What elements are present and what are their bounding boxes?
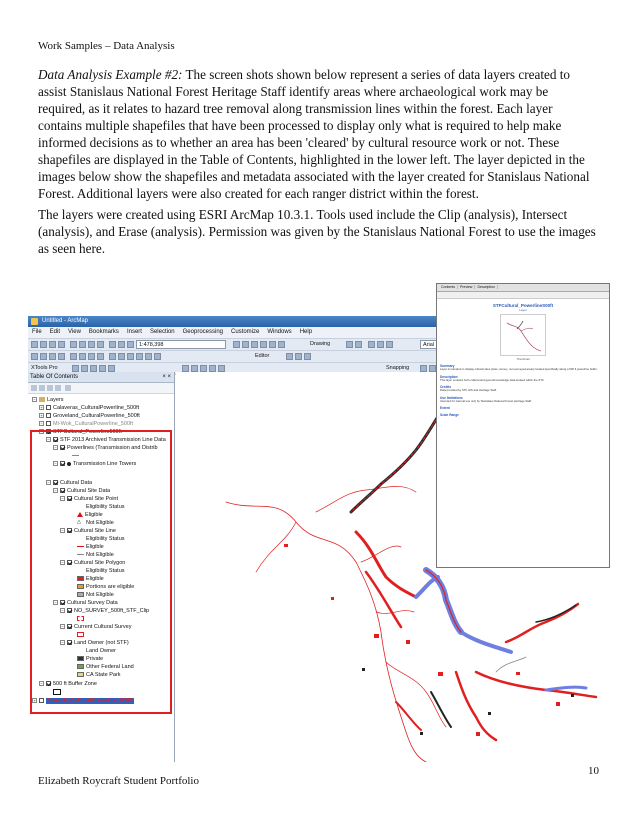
tab-description[interactable]: Description: [475, 285, 498, 289]
select-arrow-icon[interactable]: [182, 365, 189, 372]
toc-toolbar: [28, 383, 174, 394]
search-icon[interactable]: [260, 341, 267, 348]
fill-color-icon[interactable]: [386, 341, 393, 348]
xtools-icon-7[interactable]: [200, 365, 207, 372]
toc-label: Not Eligible: [86, 592, 114, 598]
menu-windows[interactable]: Windows: [267, 329, 292, 335]
xtools-icon-5[interactable]: [108, 365, 115, 372]
delete-icon[interactable]: [97, 341, 104, 348]
straight-segment-icon[interactable]: [304, 353, 311, 360]
edit-annotation-icon[interactable]: [295, 353, 302, 360]
select-elements-icon-2[interactable]: [127, 353, 134, 360]
expand-icon[interactable]: +: [40, 421, 43, 427]
table-of-contents: [28, 372, 175, 762]
toc-window-icon[interactable]: [242, 341, 249, 348]
measure-icon[interactable]: [154, 353, 161, 360]
collapse-icon[interactable]: −: [54, 600, 57, 606]
list-by-selection-icon[interactable]: [55, 385, 61, 391]
zoom-in-icon[interactable]: [31, 353, 38, 360]
checkbox[interactable]: [46, 421, 51, 426]
collapse-icon[interactable]: −: [54, 488, 57, 494]
highlight-box: [30, 430, 172, 714]
xtools-menu[interactable]: XTools Pro: [31, 365, 58, 371]
toc-label: Cultural Survey Data: [67, 600, 118, 606]
collapse-icon[interactable]: −: [61, 640, 64, 646]
menu-selection[interactable]: Selection: [149, 329, 175, 335]
description-text: This layer contains both cultural and general knowledge data located within the STF.: [440, 377, 545, 382]
site-marker: [284, 544, 288, 547]
open-icon[interactable]: [40, 341, 47, 348]
paragraph-intro: [38, 66, 598, 202]
page-number: 10: [588, 765, 599, 777]
collapse-icon[interactable]: −: [47, 437, 50, 443]
metadata-title: STFCultural_PowerlineS00ft: [492, 303, 554, 308]
toc-label: CA State Park: [86, 672, 121, 678]
powerline-corridor: [366, 572, 401, 627]
menu-file[interactable]: File: [32, 329, 42, 335]
collapse-icon[interactable]: −: [61, 528, 64, 534]
list-by-source-icon[interactable]: [39, 385, 45, 391]
toc-label: Eligible: [85, 512, 103, 518]
rotate-icon[interactable]: [355, 341, 362, 348]
find-icon[interactable]: [145, 353, 152, 360]
toc-row-groveland[interactable]: [39, 413, 140, 420]
toc-label: STF 2013 Archived Transmission Line Data: [60, 437, 166, 443]
collapse-icon[interactable]: −: [40, 681, 43, 687]
edit-tool-icon[interactable]: [286, 353, 293, 360]
menu-customize[interactable]: Customize: [231, 329, 260, 335]
powerline-red: [361, 546, 401, 562]
powerline-blue: [416, 577, 438, 597]
toc-row-miwok[interactable]: [39, 421, 133, 428]
collapse-icon[interactable]: −: [61, 496, 64, 502]
toc-label: Land Owner: [86, 648, 116, 654]
select-features-icon[interactable]: [109, 353, 116, 360]
description-heading: Description: [440, 374, 458, 379]
xtools-icon-1[interactable]: [72, 365, 79, 372]
tower-marker: [571, 694, 574, 697]
tab-preview[interactable]: Preview: [458, 285, 475, 289]
checkbox[interactable]: [46, 413, 51, 418]
powerline-south: [456, 672, 496, 740]
arctoolbox-icon[interactable]: [269, 341, 276, 348]
toc-label: Eligibility Status: [86, 504, 125, 510]
collapse-icon[interactable]: −: [61, 624, 64, 630]
toc-label: Land Owner (not STF): [74, 640, 129, 646]
expand-icon[interactable]: +: [33, 698, 36, 704]
python-icon[interactable]: [278, 341, 285, 348]
text-icon[interactable]: [377, 341, 384, 348]
toc-label: Other Federal Land: [86, 664, 134, 670]
collapse-icon[interactable]: −: [33, 397, 36, 403]
rectangle-icon[interactable]: [368, 341, 375, 348]
window-title: Untitled - ArcMap: [42, 318, 89, 324]
toc-label: Groveland_CulturalPowerline_500ft: [53, 413, 140, 419]
scale-field[interactable]: 1:478,398: [136, 340, 226, 349]
undo-icon[interactable]: [109, 341, 116, 348]
snap-point-icon[interactable]: [420, 365, 427, 372]
toc-label: Transmission Line Towers: [73, 461, 137, 467]
save-icon[interactable]: [49, 341, 56, 348]
site-marker: [476, 732, 480, 736]
thumbnail-map: [501, 315, 545, 355]
snap-end-icon[interactable]: [429, 365, 436, 372]
triangle-outline-symbol: △: [77, 519, 81, 526]
toc-label: 500 ft Buffer Zone: [53, 681, 97, 687]
thumbnail-caption: Thumbnail: [516, 357, 530, 361]
toc-label: Eligible: [86, 544, 104, 550]
toc-label: Private: [86, 656, 104, 662]
xtools-icon-2[interactable]: [81, 365, 88, 372]
drawing-menu[interactable]: Drawing: [310, 341, 331, 347]
cut-icon[interactable]: [70, 341, 77, 348]
summary-text: Layer is intended to display cultural sites (sites, survey, non-surveyed areas) located specifically along a 500 ft powerline buffer.: [440, 367, 598, 371]
zoom-out-icon[interactable]: [40, 353, 47, 360]
powerline-south: [396, 702, 421, 730]
toc-title: Table Of Contents: [30, 374, 79, 380]
expand-icon[interactable]: +: [40, 405, 43, 411]
powerline-main-outline: [351, 412, 441, 512]
expand-icon[interactable]: +: [40, 413, 43, 419]
toc-label: Not Eligible: [86, 520, 114, 526]
powerline-main: [351, 412, 441, 512]
credits-heading: Credits: [440, 385, 451, 389]
paste-icon[interactable]: [88, 341, 95, 348]
collapse-icon[interactable]: −: [54, 461, 57, 467]
site-marker: [406, 640, 410, 644]
editor-toolbar-icon[interactable]: [233, 341, 240, 348]
close-icon[interactable]: × ×: [162, 374, 171, 380]
menu-geoprocessing[interactable]: Geoprocessing: [182, 329, 223, 335]
full-extent-icon[interactable]: [58, 353, 65, 360]
tab-contents[interactable]: Contents: [439, 285, 458, 289]
print-icon[interactable]: [58, 341, 65, 348]
site-marker: [556, 702, 560, 706]
menu-edit[interactable]: Edit: [49, 329, 61, 335]
powerline-corridor: [356, 532, 416, 597]
tower-marker: [420, 732, 423, 735]
collapse-icon[interactable]: −: [61, 560, 64, 566]
toc-row-calaveras[interactable]: [39, 405, 139, 412]
toc-label: Cultural Site Polygon: [74, 560, 126, 566]
list-by-drawing-order-icon[interactable]: [31, 385, 37, 391]
metadata-window: [436, 283, 610, 568]
xtools-icon-6[interactable]: [191, 365, 198, 372]
arcmap-app-icon: [31, 318, 38, 325]
toc-label: Mi-Wok_CulturalPowerline_500ft: [53, 421, 133, 427]
powerline-south: [431, 692, 451, 727]
catalog-icon[interactable]: [251, 341, 258, 348]
site-marker: [331, 597, 334, 600]
intro-body: The screen shots shown below represent a series of data layers created to assist Stanislaus National Forest Heritage Staff identify areas where archaeological work may be required, as it relates to hazard tree removal along transmission lines within the forest. Each layer contains multiple shapefiles that have been processed to display only what is required to help make informed decisions as to whether an area has been 'cleared' by cultural resource work or not. These shapefiles are displayed in the Table of Contents, highlighted in the lower left. The layer depicted in the images below show the shapefiles and metadata associated with the layer created for Stanislaus National Forest. Additional layers were also created for each ranger district within the forest.: [38, 67, 590, 201]
page-header: Work Samples – Data Analysis: [38, 40, 175, 52]
toc-label: Eligible: [86, 576, 104, 582]
metadata-subtitle: Layer: [519, 308, 527, 312]
site-marker: [438, 672, 443, 676]
scale-range-heading: Scale Range: [440, 413, 459, 417]
powerline-gray: [496, 657, 526, 672]
toc-label: Eligibility Status: [86, 568, 125, 574]
identify-icon[interactable]: [136, 353, 143, 360]
toc-label: Cultural Site Data: [67, 488, 111, 494]
font-field[interactable]: Arial: [420, 340, 460, 349]
new-icon[interactable]: [31, 341, 38, 348]
toc-label: STFCultural_Powerline500ft: [53, 429, 122, 435]
toc-label: Eligibility Status: [86, 536, 125, 542]
toc-label: Layers: [47, 397, 64, 403]
use-limitations-heading: Use limitations: [440, 395, 463, 400]
toc-label: Portions are eligible: [86, 584, 135, 590]
pan-icon[interactable]: [49, 353, 56, 360]
xtools-icon-8[interactable]: [209, 365, 216, 372]
editor-menu[interactable]: Editor: [255, 353, 270, 359]
metadata-thumbnail: [500, 314, 546, 356]
extent-heading: Extent: [440, 406, 450, 410]
xtools-icon-9[interactable]: [218, 365, 225, 372]
catalog-tabs: [437, 284, 609, 292]
powerline-east-blue: [546, 687, 586, 690]
powerline-red: [226, 502, 426, 762]
tower-marker: [362, 668, 365, 671]
snapping-menu[interactable]: Snapping: [386, 365, 410, 371]
toc-options-icon[interactable]: [65, 385, 71, 391]
collapse-icon[interactable]: −: [40, 429, 43, 435]
powerline-blue: [461, 632, 511, 652]
powerline-red: [376, 611, 414, 614]
collapse-icon[interactable]: −: [54, 445, 57, 451]
list-by-visibility-icon[interactable]: [47, 385, 53, 391]
catalog-toolbar: [437, 292, 609, 299]
toc-label: Powerlines (Transmission and Distrib: [67, 445, 158, 451]
powerline-red: [256, 522, 296, 572]
menu-help[interactable]: Help: [299, 329, 313, 335]
redo-icon[interactable]: [118, 341, 125, 348]
powerline-red: [386, 662, 446, 727]
layers-icon: [39, 397, 45, 402]
toc-label: Cultural Site Point: [74, 496, 119, 502]
menu-bookmarks[interactable]: Bookmarks: [88, 329, 119, 335]
fixed-zoom-out-icon[interactable]: [79, 353, 86, 360]
example-title: Data Analysis Example #2:: [38, 67, 183, 82]
tower-marker: [488, 712, 491, 715]
xtools-icon-4[interactable]: [99, 365, 106, 372]
paragraph-tools: The layers were created using ESRI ArcMap 10.3.1. Tools used include the Clip (analysis), Intersect (analysis), and Erase (analysis). Permission was given by the Stanislaus National Forest to use the images as seen here.: [38, 207, 596, 256]
toc-titlebar: [28, 372, 174, 383]
clear-selection-icon[interactable]: [118, 353, 125, 360]
site-marker: [374, 634, 379, 638]
xtools-icon-3[interactable]: [90, 365, 97, 372]
toc-label: Cultural Data: [60, 480, 93, 486]
fixed-zoom-in-icon[interactable]: [70, 353, 77, 360]
toc-label: NO_SURVEY_500ft_STF_Clip: [74, 608, 150, 614]
menu-insert[interactable]: Insert: [126, 329, 142, 335]
collapse-icon[interactable]: −: [61, 608, 64, 614]
forward-extent-icon[interactable]: [97, 353, 104, 360]
toc-row-layers[interactable]: [32, 397, 64, 404]
collapse-icon[interactable]: −: [47, 480, 50, 486]
page-footer: Elizabeth Roycraft Student Portfolio: [38, 775, 199, 787]
add-data-icon[interactable]: [127, 341, 134, 348]
site-marker: [516, 672, 520, 675]
menu-view[interactable]: View: [68, 329, 81, 335]
toc-label: Summit_CulturalPowerline_500ft: [47, 698, 133, 704]
summary-heading: Summary: [440, 364, 455, 368]
select-elements-icon[interactable]: [346, 341, 353, 348]
toc-label: Current Cultural Survey: [74, 624, 132, 630]
checkbox[interactable]: [46, 405, 51, 410]
credits-text: Data provided by STF GIS and Heritage Staff.: [440, 388, 497, 392]
powerline-east-black: [536, 605, 576, 622]
use-limitations-text: Intended for internal use only by Stanislaus National Forest Heritage Staff.: [440, 398, 532, 403]
copy-icon[interactable]: [79, 341, 86, 348]
toc-label: Not Eligible: [86, 552, 114, 558]
toc-label: Cultural Site Line: [74, 528, 116, 534]
toc-label: Calaveras_CulturalPowerline_500ft: [53, 405, 140, 411]
back-extent-icon[interactable]: [88, 353, 95, 360]
powerline-east: [476, 672, 596, 697]
